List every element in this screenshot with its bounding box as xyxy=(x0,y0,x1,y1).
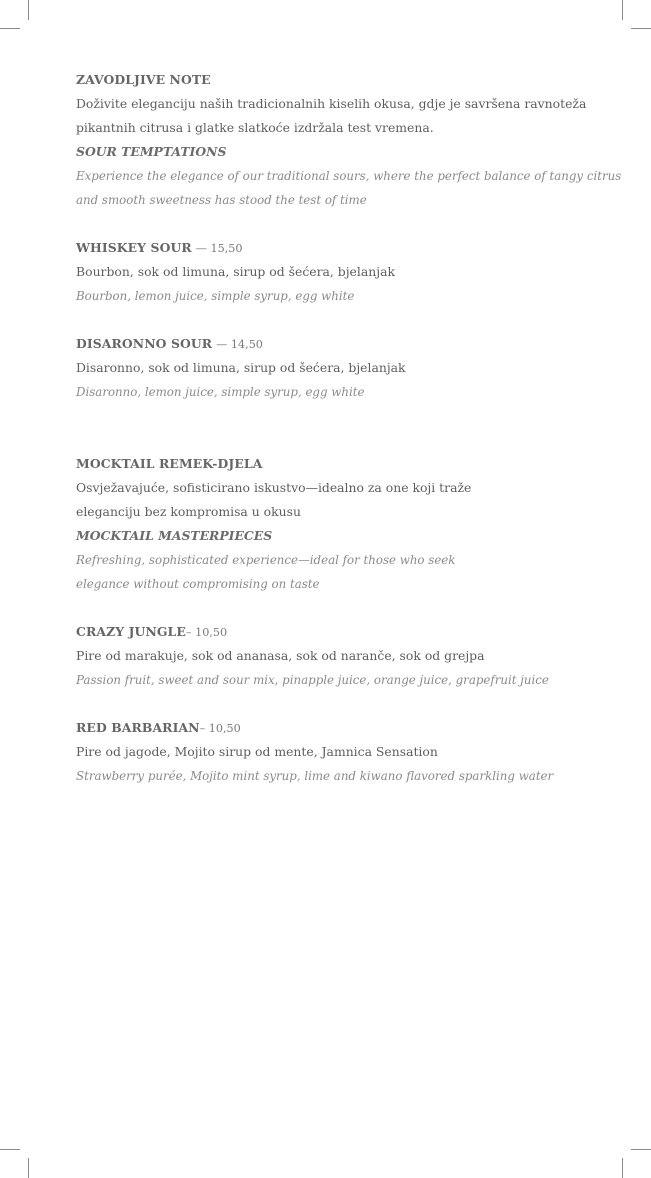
menu-item-red-barbarian xyxy=(76,716,576,788)
section-intro-hr-line-2: pikantnih citrusa i glatke slatkoće izdržala test vremena. xyxy=(76,120,434,135)
crop-mark-top-right-horizontal xyxy=(631,28,651,29)
item-description-hr: Bourbon, sok od limuna, sirup od šećera, bjelanjak xyxy=(76,264,395,279)
item-price: — 15,50 xyxy=(195,242,243,255)
section-title-hr: ZAVODLJIVE NOTE xyxy=(76,72,211,87)
section-intro-en-line-2: elegance without compromising on taste xyxy=(76,577,320,591)
crop-mark-top-left-horizontal xyxy=(0,28,20,29)
item-description-hr: Disaronno, sok od limuna, sirup od šećera, bjelanjak xyxy=(76,360,406,375)
sour-section xyxy=(76,68,622,404)
crop-mark-bottom-left-vertical xyxy=(28,1158,29,1178)
section-title-hr: MOCKTAIL REMEK-DJELA xyxy=(76,456,263,471)
section-title-en: MOCKTAIL MASTERPIECES xyxy=(76,528,273,543)
menu-content xyxy=(76,68,622,788)
item-description-hr: Pire od jagode, Mojito sirup od mente, Jamnica Sensation xyxy=(76,744,438,759)
section-intro-hr-line-1: Doživite eleganciju naših tradicionalnih kiselih okusa, gdje je savršena ravnoteža xyxy=(76,96,587,111)
item-name: DISARONNO SOUR xyxy=(76,336,213,351)
section-intro-hr-line-2: eleganciju bez kompromisa u okusu xyxy=(76,504,301,519)
crop-mark-top-right-vertical xyxy=(622,0,623,20)
crop-mark-bottom-left-horizontal xyxy=(0,1149,20,1150)
item-name: WHISKEY SOUR xyxy=(76,240,192,255)
section-intro-en-line-1: Refreshing, sophisticated experience—ideal for those who seek xyxy=(76,553,456,567)
item-description-hr: Pire od marakuje, sok od ananasa, sok od naranče, sok od grejpa xyxy=(76,648,485,663)
crop-mark-top-left-vertical xyxy=(28,0,29,20)
item-description-en: Passion fruit, sweet and sour mix, pinapple juice, orange juice, grapefruit juice xyxy=(76,673,549,687)
menu-item-whiskey-sour xyxy=(76,236,576,308)
crop-mark-bottom-right-horizontal xyxy=(631,1149,651,1150)
item-description-en: Disaronno, lemon juice, simple syrup, egg white xyxy=(76,385,365,399)
item-price: – 10,50 xyxy=(199,722,241,735)
item-name: CRAZY JUNGLE xyxy=(76,624,186,639)
mocktail-section xyxy=(76,452,576,788)
item-description-en: Strawberry purée, Mojito mint syrup, lime and kiwano flavored sparkling water xyxy=(76,769,554,783)
item-price: – 10,50 xyxy=(185,626,228,639)
section-intro-en-line-1: Experience the elegance of our traditional sours, where the perfect balance of tangy citrus xyxy=(76,169,622,183)
section-intro-hr-line-1: Osvježavajuće, sofisticirano iskustvo—idealno za one koji traže xyxy=(76,480,472,495)
item-description-en: Bourbon, lemon juice, simple syrup, egg white xyxy=(76,289,355,303)
item-price: — 14,50 xyxy=(216,338,263,351)
section-intro-en-line-2: and smooth sweetness has stood the test of time xyxy=(76,193,367,207)
crop-mark-bottom-right-vertical xyxy=(622,1158,623,1178)
menu-item-crazy-jungle xyxy=(76,620,576,692)
section-title-en: SOUR TEMPTATIONS xyxy=(76,144,227,159)
item-name: RED BARBARIAN xyxy=(76,720,200,735)
menu-item-disaronno-sour xyxy=(76,332,576,404)
